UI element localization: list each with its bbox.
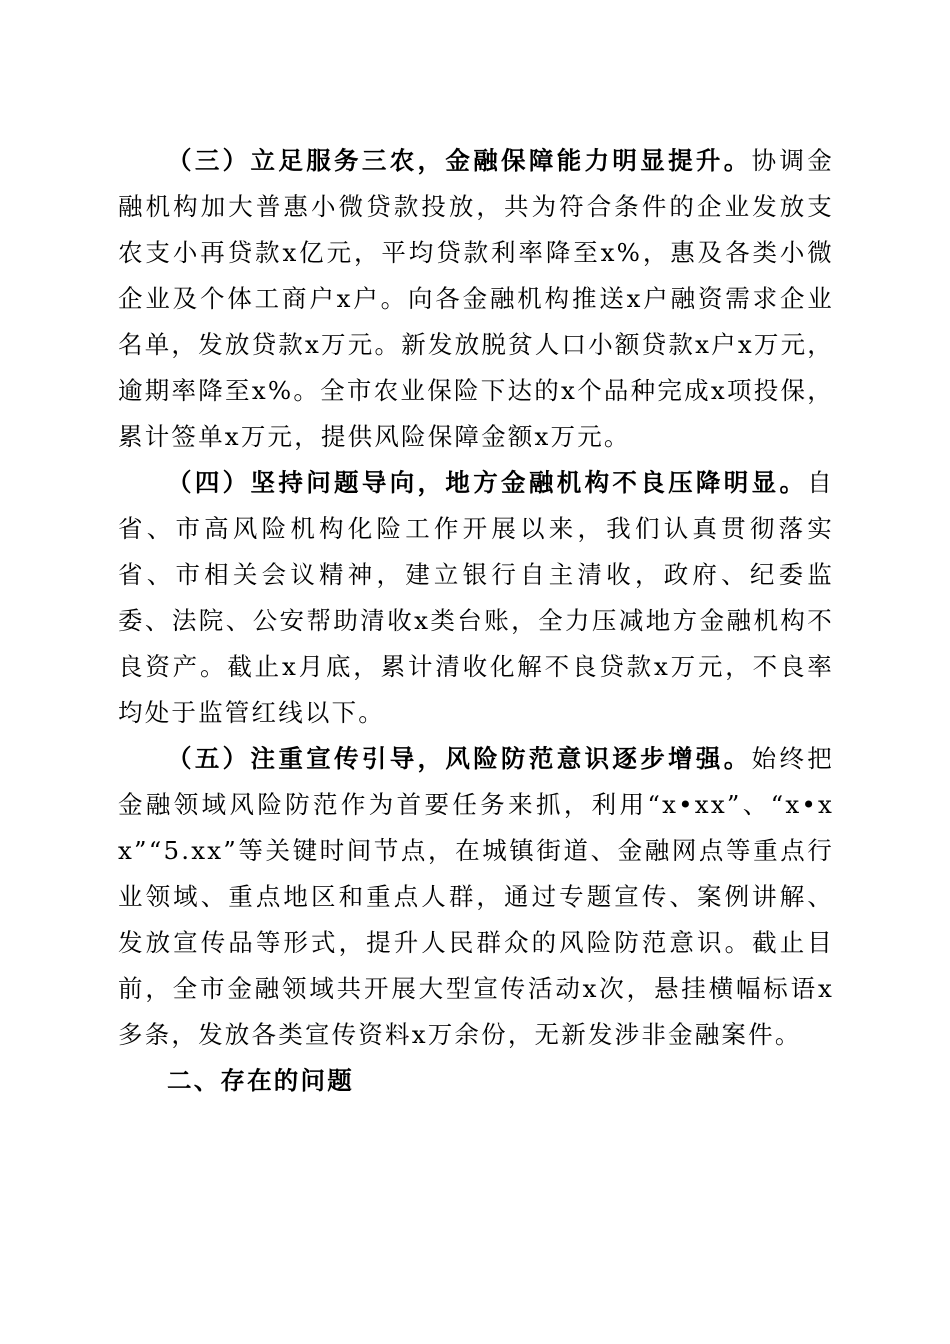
paragraph-text: 始终把金融领域风险防范作为首要任务来抓，利用“x•xx”、“x•xx”“5.xx”等关键时间节点，在城镇街道、金融网点等重点行业领域、重点地区和重点人群，通过专题宣传、案例讲解、发放宣传品等形式，提升人民群众的风险防范意识。截止目前，全市金融领域共开展大型宣传活动x次，悬挂横幅标语x多条，发放各类宣传资料x万余份，无新发涉非金融案件。 <box>118 744 834 1049</box>
paragraph-heading: （四）坚持问题导向，地方金融机构不良压降明显。 <box>167 468 808 497</box>
paragraph-nonperforming-loans <box>118 460 834 736</box>
paragraph-text: 自省、市高风险机构化险工作开展以来，我们认真贯彻落实省、市相关会议精神，建立银行自主清收，政府、纪委监委、法院、公安帮助清收x类台账，全力压减地方金融机构不良资产。截止x月底，累计清收化解不良贷款x万元，不良率均处于监管红线以下。 <box>118 468 834 727</box>
paragraph-text: 协调金融机构加大普惠小微贷款投放，共为符合条件的企业发放支农支小再贷款x亿元，平均贷款利率降至x%，惠及各类小微企业及个体工商户x户。向各金融机构推送x户融资需求企业名单，发放贷款x万元。新发放脱贫人口小额贷款x户x万元，逾期率降至x%。全市农业保险下达的x个品种完成x项投保，累计签单x万元，提供风险保障金额x万元。 <box>118 146 834 451</box>
paragraph-publicity <box>118 736 834 1058</box>
paragraph-heading: （五）注重宣传引导，风险防范意识逐步增强。 <box>167 744 752 773</box>
paragraph-heading: （三）立足服务三农，金融保障能力明显提升。 <box>167 146 752 175</box>
paragraph-agriculture-finance <box>118 138 834 460</box>
section-title: 二、存在的问题 <box>167 1066 354 1095</box>
document-body <box>118 138 834 1104</box>
